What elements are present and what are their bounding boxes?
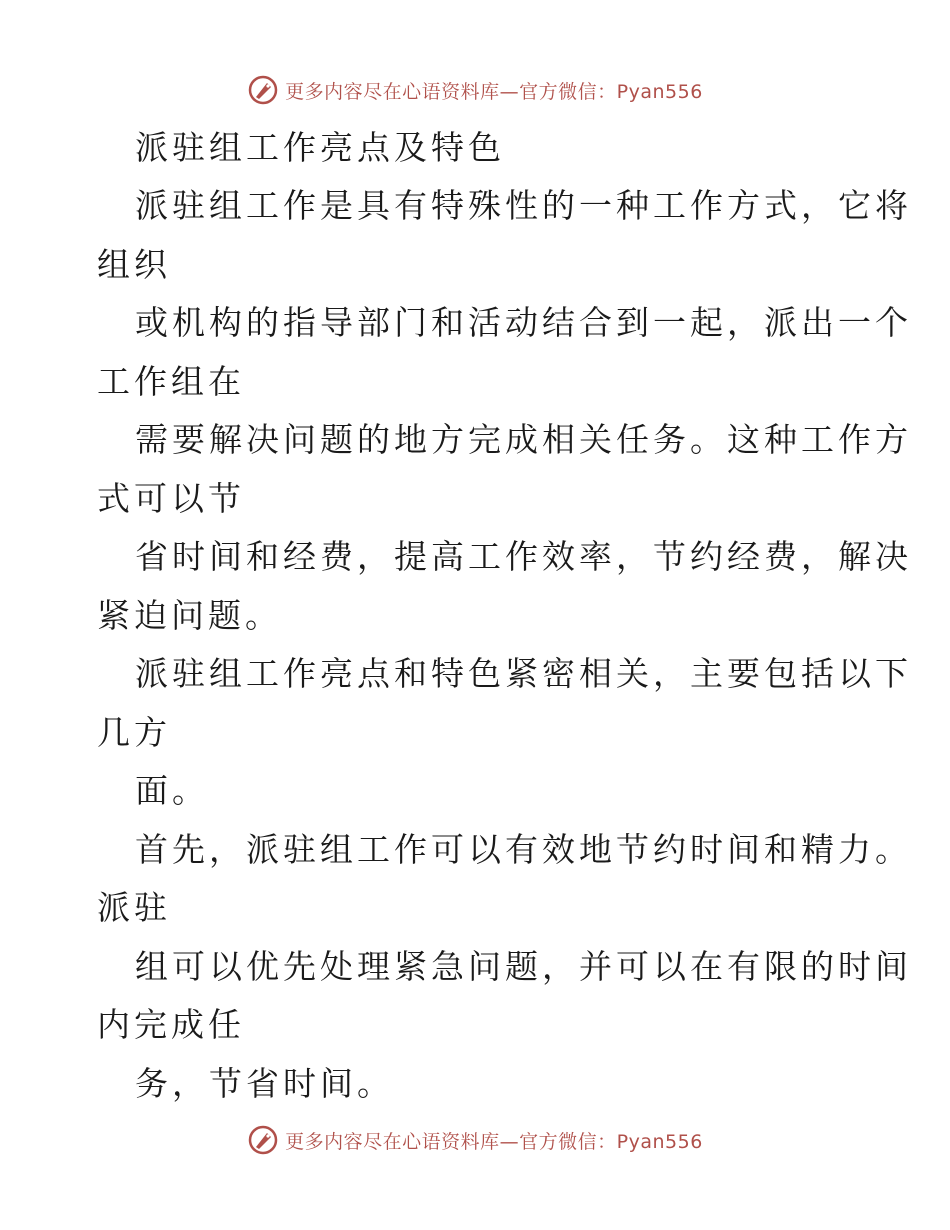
paragraph-line: 面。	[135, 771, 209, 810]
paragraph-line: 式可以节	[97, 479, 245, 518]
paragraph-line: 紧迫问题。	[97, 596, 282, 635]
header-banner-text: 更多内容尽在心语资料库—官方微信：Pyan556	[285, 80, 703, 103]
paragraph-line: 派驻	[97, 888, 171, 927]
paragraph-line: 需要解决问题的地方完成相关任务。这种工作方	[135, 420, 912, 459]
paragraph-line: 内完成任	[97, 1005, 245, 1044]
paragraph-line: 首先，派驻组工作可以有效地节约时间和精力。	[135, 830, 912, 869]
paragraph-line: 务，节省时间。	[135, 1064, 394, 1103]
footer-banner	[0, 1120, 950, 1160]
footer-banner-text: 更多内容尽在心语资料库—官方微信：Pyan556	[285, 1130, 703, 1153]
paragraph-line: 或机构的指导部门和活动结合到一起，派出一个	[135, 303, 912, 342]
paragraph-line: 派驻组工作是具有特殊性的一种工作方式，它将	[135, 186, 912, 225]
paragraph-line: 几方	[97, 713, 171, 752]
paragraph-line: 省时间和经费，提高工作效率，节约经费，解决	[135, 537, 912, 576]
document-title: 派驻组工作亮点及特色	[135, 128, 505, 167]
paragraph-line: 组可以优先处理紧急问题，并可以在有限的时间	[135, 947, 912, 986]
paragraph-line: 组织	[97, 245, 171, 284]
pen-nib-logo-icon	[247, 1124, 279, 1156]
paragraph-line: 工作组在	[97, 362, 245, 401]
paragraph-line: 派驻组工作亮点和特色紧密相关，主要包括以下	[135, 654, 912, 693]
